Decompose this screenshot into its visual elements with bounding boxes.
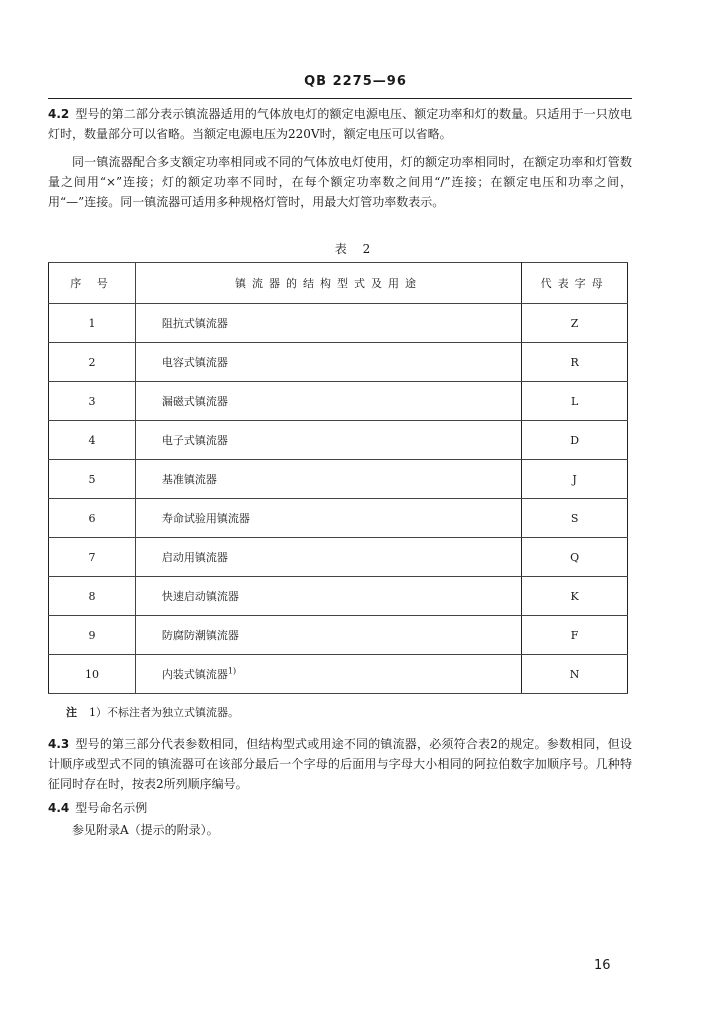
table-row [49, 616, 628, 655]
table-row [49, 343, 628, 382]
table-row [49, 538, 628, 577]
row-desc: 启动用镇流器 [135, 538, 521, 577]
row-seq: 4 [49, 421, 136, 460]
footnote-marker: 1) [227, 666, 237, 676]
row-desc: 防腐防潮镇流器 [135, 616, 521, 655]
row-code: L [522, 382, 628, 421]
section-4-2-paragraph-1 [48, 104, 632, 144]
row-code: R [522, 343, 628, 382]
section-4-2-text: 型号的第二部分表示镇流器适用的气体放电灯的额定电源电压、额定功率和灯的数量。只适用于一只放电灯时，数量部分可以省略。当额定电源电压为220V时，额定电压可以省略。 [48, 107, 632, 141]
row-desc: 寿命试验用镇流器 [135, 499, 521, 538]
section-4-2-paragraph-2: 同一镇流器配合多支额定功率相同或不同的气体放电灯使用，灯的额定功率相同时，在额定功率和灯管数量之间用“×”连接；灯的额定功率不同时，在每个额定功率数之间用“/”连接；在额定电压和功率之间，用“—”连接。同一镇流器可适用多种规格灯管时，用最大灯管功率数表示。 [48, 155, 632, 209]
section-4-3-text: 型号的第三部分代表参数相同，但结构型式或用途不同的镇流器，必须符合表2的规定。参数相同，但设计顺序或型式不同的镇流器可在该部分最后一个字母的后面用与字母大小相同的阿拉伯数字加顺序号。几种特征同时存在时，按表2所列顺序编号。 [48, 737, 632, 791]
row-desc: 阻抗式镇流器 [135, 304, 521, 343]
row-desc-with-footnote [135, 655, 521, 694]
table-row [49, 577, 628, 616]
row-desc: 漏磁式镇流器 [135, 382, 521, 421]
table-row [49, 460, 628, 499]
header-seq: 序 号 [49, 263, 136, 304]
table-row [49, 499, 628, 538]
row-seq: 8 [49, 577, 136, 616]
header-code: 代表字母 [522, 263, 628, 304]
section-4-4-title: 型号命名示例 [75, 801, 148, 815]
table-row [49, 304, 628, 343]
row-desc: 快速启动镇流器 [135, 577, 521, 616]
table-row [49, 421, 628, 460]
row-code: J [522, 460, 628, 499]
section-4-4-heading [48, 798, 632, 818]
section-4-3-paragraph [48, 734, 632, 794]
row-code: Z [522, 304, 628, 343]
row-code: Q [522, 538, 628, 577]
table-title: 表 2 [334, 242, 377, 256]
row-desc: 电容式镇流器 [135, 343, 521, 382]
row-code: D [522, 421, 628, 460]
note-text: 1）不标注者为独立式镇流器。 [89, 706, 239, 719]
ballast-type-table [48, 262, 628, 694]
table-row [49, 655, 628, 694]
table-note [66, 704, 239, 720]
row-code: K [522, 577, 628, 616]
section-4-4-text: 参见附录A（提示的附录）。 [72, 823, 219, 837]
section-4-3-number: 4.3 [48, 737, 70, 751]
row-code: N [522, 655, 628, 694]
row-code: S [522, 499, 628, 538]
row-desc: 电子式镇流器 [135, 421, 521, 460]
row-seq: 7 [49, 538, 136, 577]
row-desc: 基准镇流器 [135, 460, 521, 499]
row-seq: 2 [49, 343, 136, 382]
section-4-4-number: 4.4 [48, 801, 70, 815]
row-seq: 9 [49, 616, 136, 655]
row-seq: 3 [49, 382, 136, 421]
row-desc: 内装式镇流器 [161, 668, 228, 681]
header-rule [48, 98, 632, 99]
page-number: 16 [594, 958, 611, 973]
row-seq: 1 [49, 304, 136, 343]
row-seq: 10 [49, 655, 136, 694]
row-seq: 5 [49, 460, 136, 499]
table-header-row [49, 263, 628, 304]
section-4-2-number: 4.2 [48, 107, 70, 121]
header-desc: 镇流器的结构型式及用途 [135, 263, 521, 304]
standard-code-header: QB 2275—96 [304, 74, 407, 89]
table-row [49, 382, 628, 421]
row-seq: 6 [49, 499, 136, 538]
row-code: F [522, 616, 628, 655]
note-label: 注 [66, 706, 77, 719]
